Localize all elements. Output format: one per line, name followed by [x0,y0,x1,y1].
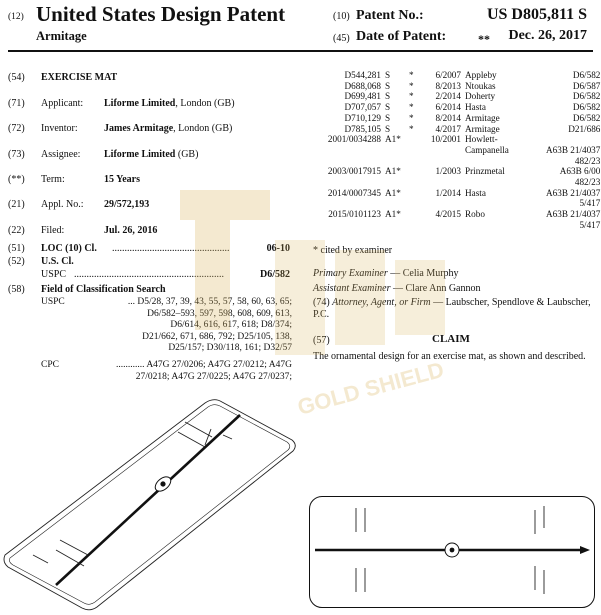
mat-center-logo [153,474,174,494]
date-code: (45) [333,33,350,44]
date-label: Date of Patent: [356,29,447,44]
date-star: ** [478,32,490,46]
reference-row: D710,129 S * 8/2014 Armitage D6/582 [344,112,601,123]
doc-kind-code: (12) [8,12,24,22]
patent-no-value: US D805,811 S [486,6,587,23]
cited-note: * cited by examiner [313,245,393,256]
reference-row-cont: 482/23 [574,177,601,188]
mat-top-center-logo [445,543,459,557]
claim-text: The ornamental design for an exercise mat, as shown and described. [313,351,586,362]
reference-row: D707,057 S * 6/2014 Hasta D6/582 [344,102,601,113]
date-value: Dec. 26, 2017 [508,28,587,43]
cpc-classes: ............ A47G 27/0206; A47G 27/0212; A47G 27/0218; A47G 27/0225; A47G 27/0237; [115,360,292,382]
claim-heading: CLAIM [432,333,470,345]
assistant-examiner: Assistant Examiner — Clare Ann Gannon [313,283,481,294]
reference-row: 2003/0017915 A1* 1/2003 Prinzmetal A63B 6/00 [327,166,601,177]
uspc-label: USPC [41,297,65,307]
mat-top-view-drawing [309,496,595,608]
patent-no-label: Patent No.: [356,8,424,23]
claim-code: (57) [313,335,330,346]
reference-row-cont: 5/417 [579,219,601,230]
title-value: EXERCISE MAT [41,72,118,83]
reference-row: 2014/0007345 A1* 1/2014 Hasta A63B 21/4037 [327,187,601,198]
reference-row: D699,481 S * 2/2014 Doherty D6/582 [344,91,601,102]
reference-row-cont: Campanella A63B 21/4037 [465,144,601,155]
doc-title: United States Design Patent [36,2,286,26]
reference-row-cont: 5/417 [579,198,601,209]
inventor-short: Armitage [36,29,87,43]
cpc-label: CPC [41,360,59,370]
reference-row-cont: 482/23 [574,155,601,166]
reference-row: D544,281 S * 6/2007 Appleby D6/582 [344,70,601,80]
primary-examiner: Primary Examiner — Celia Murphy [313,268,459,279]
header-rule [8,50,593,52]
reference-row: D688,068 S * 8/2013 Ntoukas D6/587 [344,80,601,91]
reference-row: 2001/0034288 A1* 10/2001 Howlett- [327,134,498,145]
references-table [309,70,600,231]
attorney: (74) Attorney, Agent, or Firm — Laubscher, Spendlove & Laubscher, P.C. [313,297,591,320]
uspc-classes: ... D5/28, 37, 39, 43, 55, 57, 58, 60, 63, 65; D6/582–593, 597, 598, 608, 609, 613, D6/614, 616, 617, 618; D8/374; D21/662, 671, 686, 792; D25/105, 138, D25/157; D30/118, 161; D32/57 [127,297,292,354]
reference-row: 2015/0101123 A1* 4/2015 Robo A63B 21/4037 [328,209,601,220]
patent-no-code: (10) [333,11,350,22]
reference-row: D785,105 S * 4/2017 Armitage D21/686 [344,123,601,134]
mat-perspective-drawing [0,395,300,615]
watermark-text: GOLD SHIELD [294,356,447,420]
